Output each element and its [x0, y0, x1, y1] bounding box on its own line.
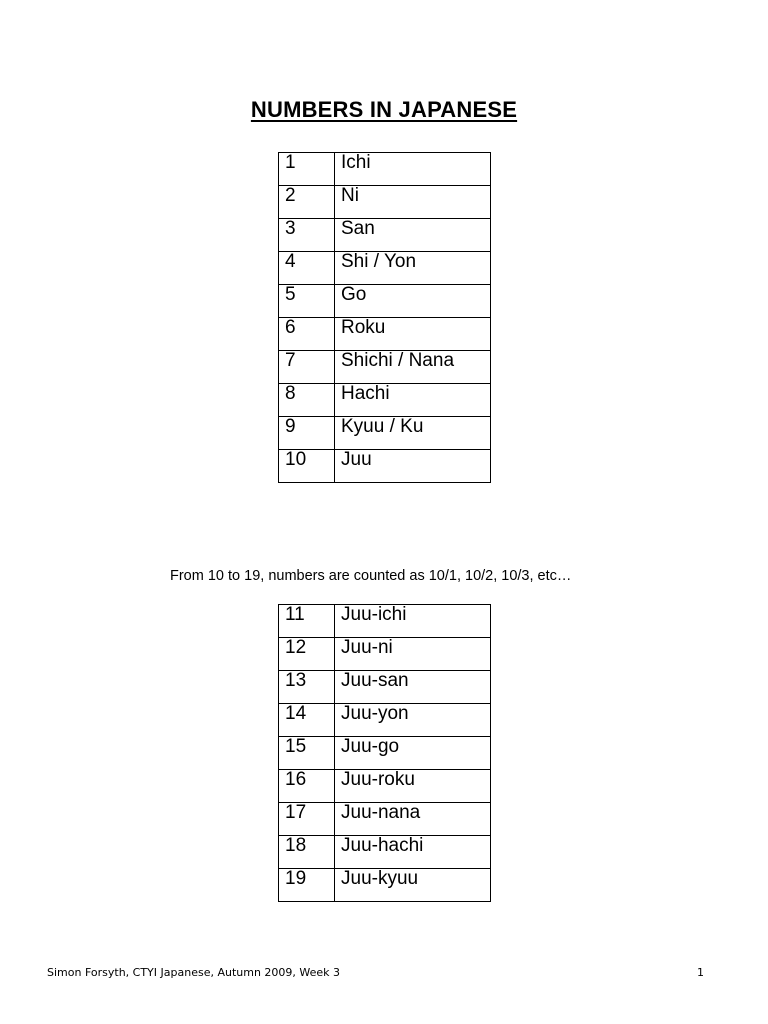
- word-cell: Juu-roku: [335, 770, 491, 803]
- table-row: [279, 219, 491, 252]
- numbers-table-1-to-10: [278, 152, 491, 483]
- table-row: [279, 737, 491, 770]
- table-row: [279, 384, 491, 417]
- word-cell: Shi / Yon: [335, 252, 491, 285]
- table-row: [279, 803, 491, 836]
- number-cell: 15: [279, 737, 335, 770]
- footer-author: Simon Forsyth, CTYI Japanese, Autumn 2009, Week 3: [47, 966, 341, 979]
- number-cell: 17: [279, 803, 335, 836]
- number-cell: 11: [279, 605, 335, 638]
- number-cell: 12: [279, 638, 335, 671]
- word-cell: Kyuu / Ku: [335, 417, 491, 450]
- table-row: [279, 836, 491, 869]
- number-cell: 3: [279, 219, 335, 252]
- word-cell: Juu-san: [335, 671, 491, 704]
- word-cell: Ichi: [335, 153, 491, 186]
- table-row: [279, 450, 491, 483]
- word-cell: Juu-go: [335, 737, 491, 770]
- number-cell: 14: [279, 704, 335, 737]
- number-cell: 5: [279, 285, 335, 318]
- number-cell: 19: [279, 869, 335, 902]
- word-cell: Juu-hachi: [335, 836, 491, 869]
- number-cell: 2: [279, 186, 335, 219]
- counting-note: From 10 to 19, numbers are counted as 10/1, 10/2, 10/3, etc…: [170, 568, 572, 584]
- number-cell: 16: [279, 770, 335, 803]
- word-cell: Ni: [335, 186, 491, 219]
- word-cell: Juu-kyuu: [335, 869, 491, 902]
- page-title: NUMBERS IN JAPANESE: [250, 97, 518, 122]
- table-row: [279, 671, 491, 704]
- table-row: [279, 153, 491, 186]
- word-cell: Juu-nana: [335, 803, 491, 836]
- word-cell: San: [335, 219, 491, 252]
- table-row: [279, 638, 491, 671]
- word-cell: Shichi / Nana: [335, 351, 491, 384]
- table-row: [279, 704, 491, 737]
- table-row: [279, 417, 491, 450]
- number-cell: 6: [279, 318, 335, 351]
- table-row: [279, 869, 491, 902]
- number-cell: 7: [279, 351, 335, 384]
- number-cell: 18: [279, 836, 335, 869]
- word-cell: Roku: [335, 318, 491, 351]
- table-row: [279, 351, 491, 384]
- number-cell: 9: [279, 417, 335, 450]
- number-cell: 10: [279, 450, 335, 483]
- word-cell: Juu-yon: [335, 704, 491, 737]
- numbers-table-11-to-19: [278, 604, 491, 902]
- word-cell: Go: [335, 285, 491, 318]
- number-cell: 13: [279, 671, 335, 704]
- number-cell: 8: [279, 384, 335, 417]
- word-cell: Juu: [335, 450, 491, 483]
- word-cell: Juu-ichi: [335, 605, 491, 638]
- table-row: [279, 318, 491, 351]
- table-row: [279, 770, 491, 803]
- table-row: [279, 186, 491, 219]
- footer-page-number: 1: [697, 966, 704, 979]
- table-row: [279, 252, 491, 285]
- table-row: [279, 285, 491, 318]
- word-cell: Juu-ni: [335, 638, 491, 671]
- table-row: [279, 605, 491, 638]
- number-cell: 4: [279, 252, 335, 285]
- word-cell: Hachi: [335, 384, 491, 417]
- number-cell: 1: [279, 153, 335, 186]
